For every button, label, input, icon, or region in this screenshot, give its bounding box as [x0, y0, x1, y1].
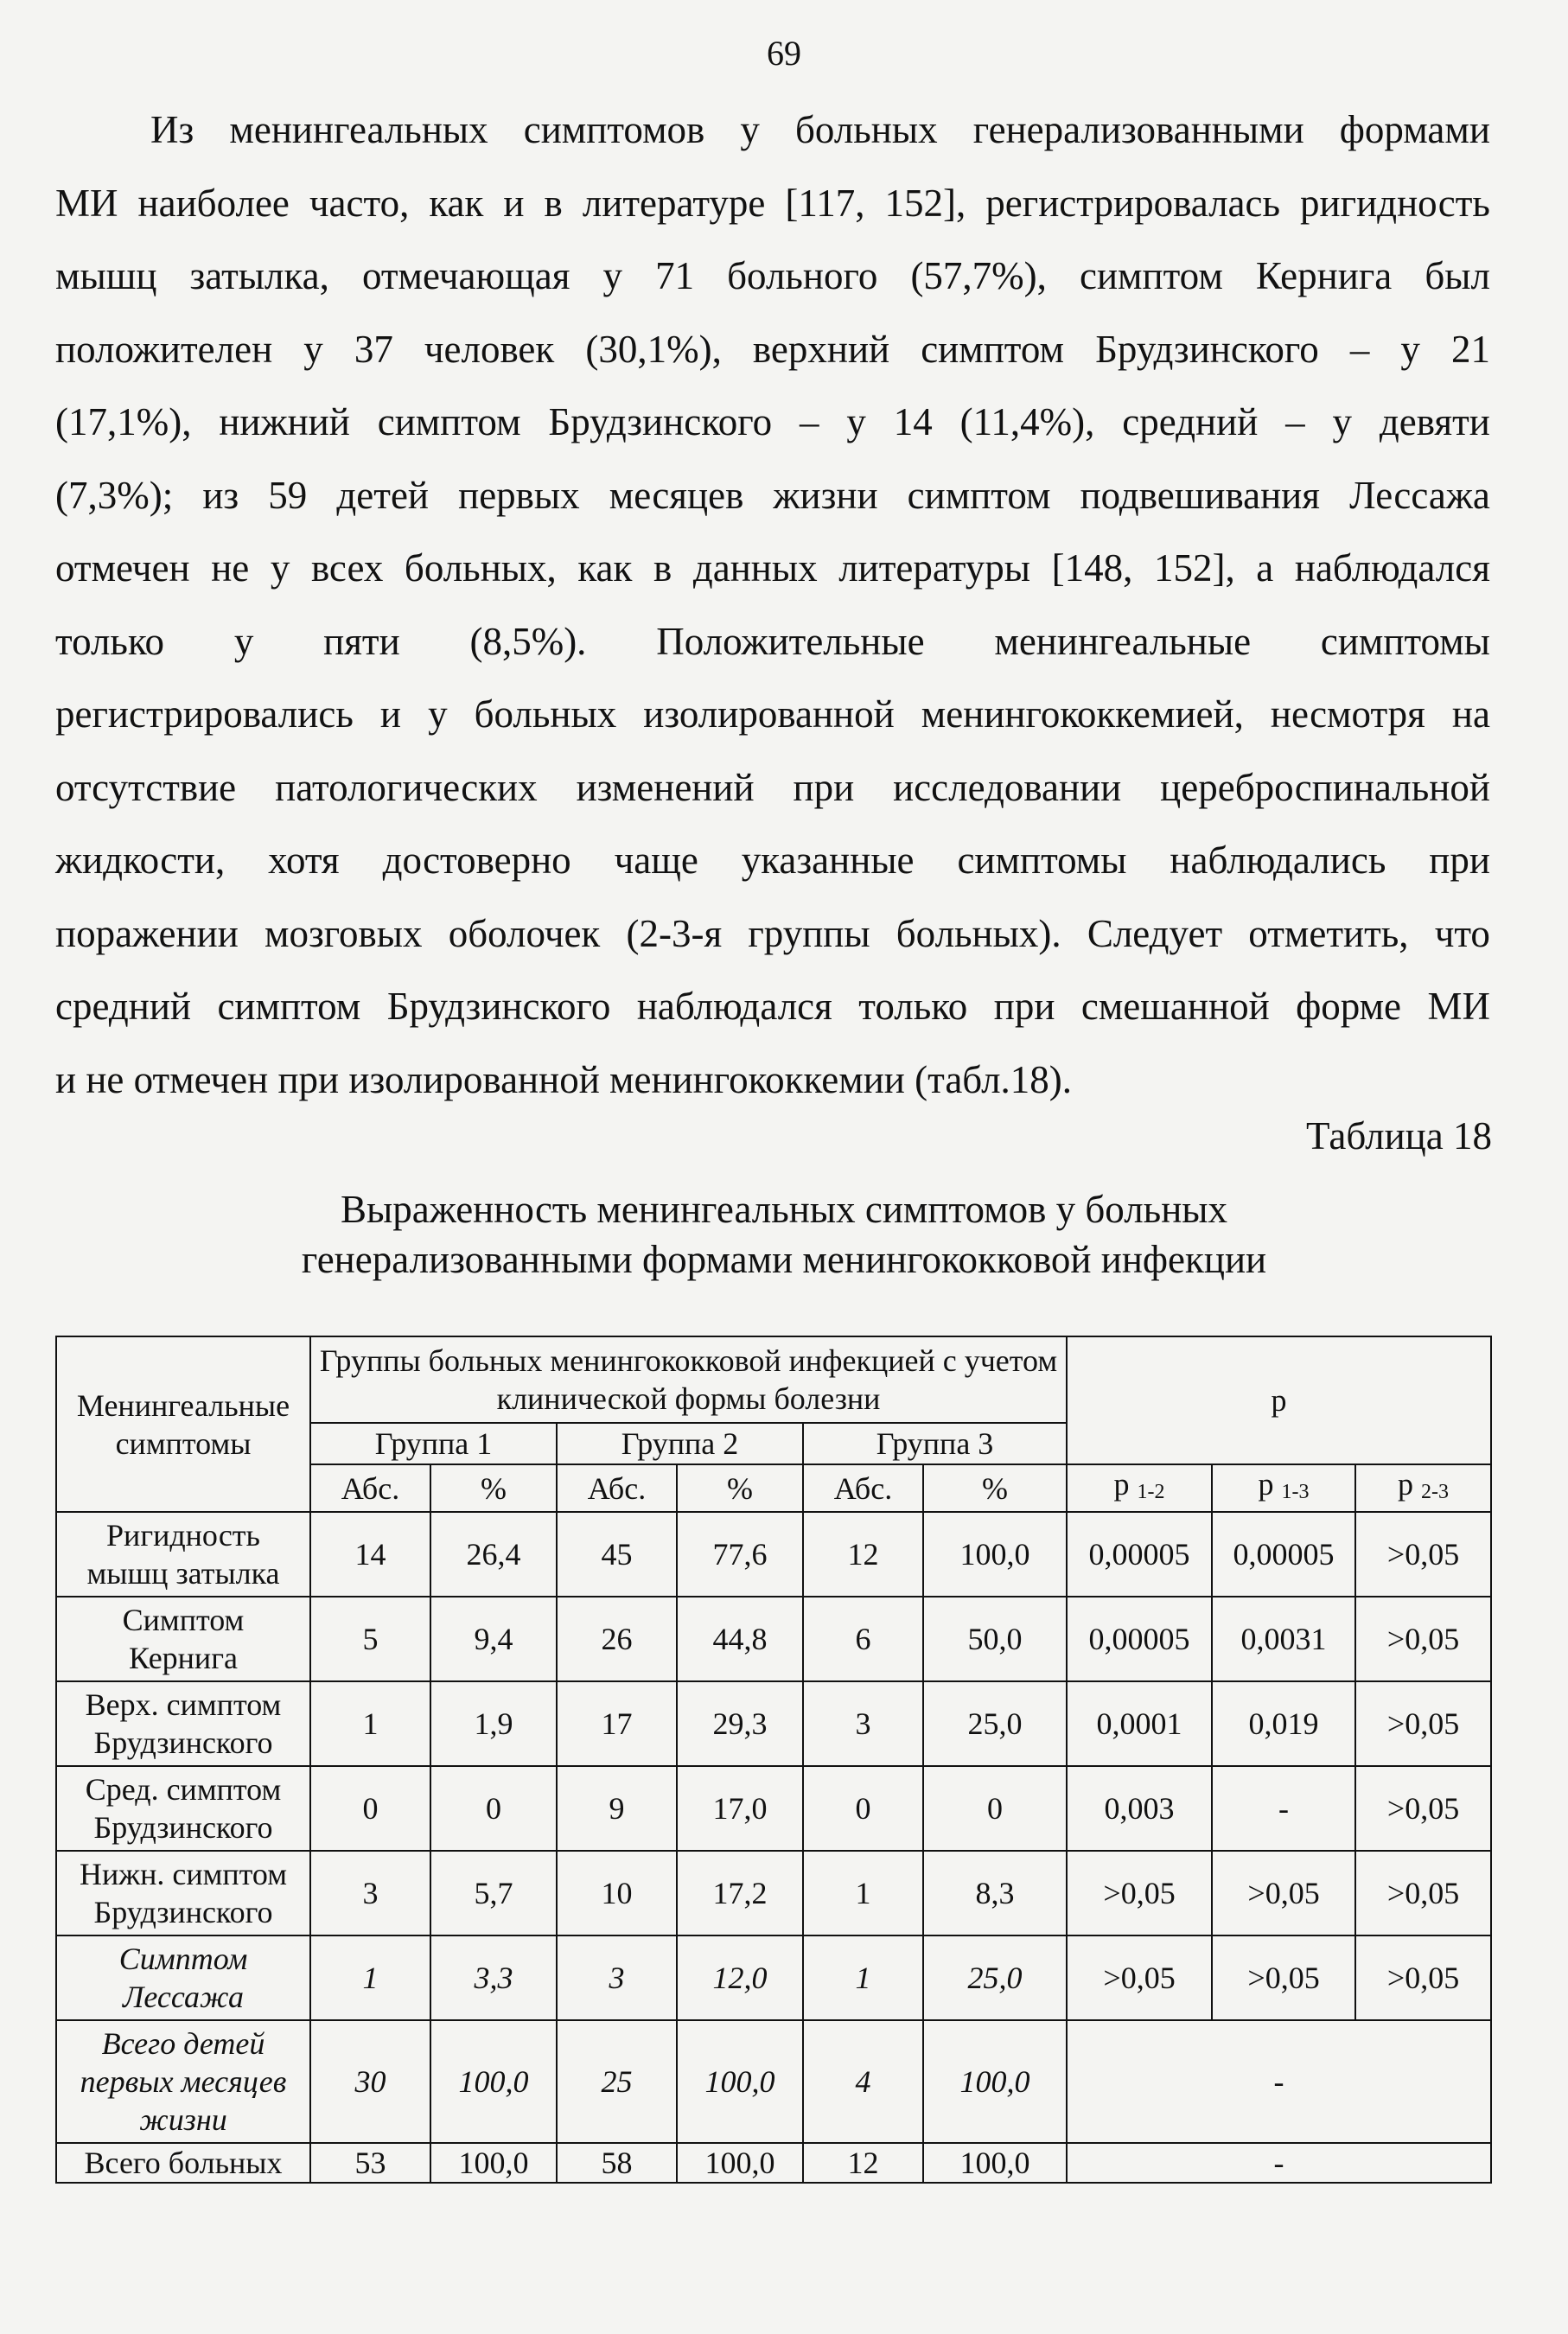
paragraph-word: при — [793, 765, 855, 809]
paragraph-word: (11,4%), — [959, 400, 1095, 443]
paragraph-line — [55, 1043, 1490, 1117]
paragraph-word: верхний — [752, 327, 890, 371]
value-cell: 5 — [310, 1597, 430, 1681]
paragraph-word: из — [202, 473, 239, 517]
paragraph-text: и не отмечен при изолированной менингококкемии (табл.18). — [55, 1057, 1073, 1101]
paragraph-line — [55, 824, 1490, 897]
header-group-1: Группа 1 — [310, 1423, 557, 1464]
paragraph-word: Брудзинского — [1095, 327, 1319, 371]
value-cell: 100,0 — [430, 2143, 557, 2183]
paragraph-word: (8,5%). — [469, 619, 587, 663]
paragraph-word: хотя — [268, 839, 340, 882]
value-cell: 1 — [803, 1935, 923, 2020]
paragraph-word: у — [303, 327, 323, 371]
value-cell: 100,0 — [430, 2020, 557, 2143]
p-value-cell: 0,00005 — [1212, 1512, 1355, 1597]
paragraph-word: больных). — [896, 911, 1061, 955]
p-value-cell: >0,05 — [1067, 1935, 1212, 2020]
paragraph-word: (17,1%), — [55, 400, 192, 443]
paragraph-word: – — [1285, 400, 1305, 443]
header-group-2: Группа 2 — [557, 1423, 803, 1464]
paragraph-word: чаще — [614, 839, 698, 882]
header-p12: р $_{1-2}$ — [1067, 1464, 1212, 1512]
paragraph-word: симптом — [1079, 254, 1223, 297]
paragraph-word: Следует — [1087, 911, 1223, 955]
value-cell: 53 — [310, 2143, 430, 2183]
table-row — [56, 2020, 1491, 2143]
paragraph-line — [55, 313, 1490, 386]
p-value-cell: >0,05 — [1355, 1935, 1491, 2020]
table-row — [56, 1512, 1491, 1597]
table-row — [56, 1681, 1491, 1766]
paragraph-word: при — [993, 985, 1055, 1028]
paragraph-word: больных — [474, 692, 617, 736]
paragraph-word: девяти — [1379, 400, 1490, 443]
paragraph-word: регистрировались — [55, 692, 354, 736]
value-cell: 100,0 — [923, 1512, 1067, 1597]
paragraph-word: регистрировалась — [985, 181, 1281, 225]
table-label: Таблица 18 — [1306, 1114, 1492, 1157]
symptom-name-line: Брудзинского — [93, 1725, 273, 1760]
value-cell: 3 — [803, 1681, 923, 1766]
value-cell: 0 — [803, 1766, 923, 1851]
paragraph-word: 152], — [1153, 546, 1235, 590]
paragraph-word: достоверно — [382, 839, 571, 882]
paragraph-word: 21 — [1451, 327, 1490, 371]
paragraph-word: Кернига — [1255, 254, 1393, 297]
header-pct: % — [923, 1464, 1067, 1512]
paragraph-word: – — [1349, 327, 1370, 371]
data-table — [55, 1336, 1492, 2184]
paragraph-word: у — [270, 546, 290, 590]
paragraph-word: наблюдался — [1294, 546, 1490, 590]
p-value-cell: 0,019 — [1212, 1681, 1355, 1766]
header-group-3: Группа 3 — [803, 1423, 1067, 1464]
p-value-cell: 0,0031 — [1212, 1597, 1355, 1681]
paragraph-word: формами — [1339, 108, 1490, 151]
paragraph-word: указанные — [741, 839, 915, 882]
paragraph-word: больного — [727, 254, 878, 297]
value-cell: 44,8 — [677, 1597, 803, 1681]
paragraph-word: 71 — [655, 254, 695, 297]
value-cell: 17,2 — [677, 1851, 803, 1935]
paragraph-word: в — [653, 546, 672, 590]
paragraph-word: несмотря — [1270, 692, 1425, 736]
value-cell: 100,0 — [923, 2143, 1067, 2183]
value-cell: 10 — [557, 1851, 677, 1935]
paragraph-word: форме — [1296, 985, 1402, 1028]
paragraph-word: не — [211, 546, 250, 590]
paragraph-word: исследовании — [893, 765, 1122, 809]
p-value-cell: >0,05 — [1355, 1766, 1491, 1851]
paragraph-word: только — [858, 985, 968, 1028]
paragraph-word: менингококкемией, — [921, 692, 1244, 736]
table-row — [56, 2143, 1491, 2183]
paragraph-word: (57,7%), — [910, 254, 1047, 297]
value-cell: 30 — [310, 2020, 430, 2143]
paragraph-word: у — [233, 619, 254, 663]
table-title-line: генерализованными формами менингококковой инфекции — [301, 1238, 1267, 1281]
paragraph-word: на — [1451, 692, 1490, 736]
symptom-name-line: Всего детей — [101, 2026, 265, 2061]
table-title — [0, 1184, 1568, 1285]
p-value-cell: >0,05 — [1212, 1935, 1355, 2020]
paragraph-word: симптомы — [1320, 619, 1490, 663]
paragraph-word: средний — [55, 985, 191, 1028]
p-value-cell: 0,00005 — [1067, 1512, 1212, 1597]
symptom-name-line: мышц затылка — [86, 1556, 280, 1591]
paragraph-word: (30,1%), — [585, 327, 722, 371]
header-groups: Группы больных менингококковой инфекцией с учетом клинической формы болезни — [310, 1336, 1067, 1423]
paragraph-word: 59 — [268, 473, 308, 517]
symptom-name-line: первых месяцев — [80, 2064, 287, 2099]
value-cell: 25,0 — [923, 1935, 1067, 2020]
value-cell: 17,0 — [677, 1766, 803, 1851]
paragraph-word: часто, — [309, 181, 410, 225]
p-value-cell: - — [1067, 2143, 1491, 2183]
value-cell: 12 — [803, 1512, 923, 1597]
p-value-cell: >0,05 — [1355, 1597, 1491, 1681]
paragraph-word: детей — [336, 473, 429, 517]
paragraph-word: симптомов — [523, 108, 705, 151]
symptom-name-line: Нижн. симптом — [79, 1857, 288, 1891]
p-value-cell: >0,05 — [1067, 1851, 1212, 1935]
paragraph-word: изменений — [576, 765, 755, 809]
value-cell: 17 — [557, 1681, 677, 1766]
paragraph-word: 14 — [893, 400, 933, 443]
value-cell: 3 — [310, 1851, 430, 1935]
symptom-name-cell — [56, 1935, 310, 2020]
paragraph-word: группы — [748, 911, 870, 955]
paragraph-word: симптом — [921, 327, 1064, 371]
body-paragraph — [55, 93, 1490, 1116]
p-value-cell: >0,05 — [1355, 1512, 1491, 1597]
paragraph-word: у — [428, 692, 448, 736]
paragraph-word: (7,3%); — [55, 473, 174, 517]
value-cell: 14 — [310, 1512, 430, 1597]
paragraph-word: изолированной — [643, 692, 895, 736]
paragraph-word: жизни — [773, 473, 878, 517]
paragraph-word: 37 — [354, 327, 393, 371]
paragraph-line — [55, 167, 1490, 240]
value-cell: 12 — [803, 2143, 923, 2183]
table-row — [56, 1851, 1491, 1935]
value-cell: 25,0 — [923, 1681, 1067, 1766]
paragraph-word: менингеальные — [994, 619, 1252, 663]
paragraph-word: Положительные — [656, 619, 925, 663]
paragraph-word: Брудзинского — [386, 985, 611, 1028]
table-row — [56, 1766, 1491, 1851]
header-p13: р $_{1-3}$ — [1212, 1464, 1355, 1512]
symptom-name-line: жизни — [139, 2102, 227, 2137]
paragraph-line — [55, 751, 1490, 825]
paragraph-line — [55, 239, 1490, 313]
paragraph-word: у — [740, 108, 760, 151]
paragraph-word: [117, — [785, 181, 865, 225]
value-cell: 77,6 — [677, 1512, 803, 1597]
paragraph-word: а — [1256, 546, 1274, 590]
paragraph-word: Из — [150, 108, 194, 151]
paragraph-line — [55, 93, 1490, 167]
p-value-cell: >0,05 — [1355, 1851, 1491, 1935]
paragraph-word: генерализованными — [972, 108, 1304, 151]
header-pct: % — [677, 1464, 803, 1512]
paragraph-word: МИ — [55, 181, 118, 225]
table-body — [56, 1512, 1491, 2183]
symptom-name-line: Симптом — [118, 1942, 248, 1976]
symptom-name-line: Сред. симптом — [85, 1772, 282, 1807]
paragraph-word: мозговых — [264, 911, 423, 955]
paragraph-word: [148, — [1051, 546, 1133, 590]
value-cell: 9 — [557, 1766, 677, 1851]
paragraph-word: – — [799, 400, 819, 443]
p-value-cell: 0,0001 — [1067, 1681, 1212, 1766]
value-cell: 9,4 — [430, 1597, 557, 1681]
paragraph-word: положителен — [55, 327, 273, 371]
page-number: 69 — [767, 34, 801, 73]
value-cell: 12,0 — [677, 1935, 803, 2020]
symptom-name-line: Брудзинского — [93, 1895, 273, 1929]
value-cell: 1 — [803, 1851, 923, 1935]
value-cell: 100,0 — [677, 2020, 803, 2143]
paragraph-line — [55, 532, 1490, 605]
value-cell: 3,3 — [430, 1935, 557, 2020]
paragraph-word: подвешивания — [1080, 473, 1320, 517]
p-value-cell: 0,00005 — [1067, 1597, 1212, 1681]
paragraph-word: данных — [692, 546, 818, 590]
symptom-name-cell — [56, 1597, 310, 1681]
paragraph-line — [55, 897, 1490, 971]
symptom-name-line: Кернига — [129, 1641, 238, 1675]
paragraph-word: поражении — [55, 911, 239, 955]
paragraph-word: наиболее — [137, 181, 290, 225]
paragraph-word: человек — [424, 327, 555, 371]
p-value-cell: - — [1067, 2020, 1491, 2143]
value-cell: 50,0 — [923, 1597, 1067, 1681]
symptom-name-cell — [56, 1512, 310, 1597]
header-abs: Абс. — [557, 1464, 677, 1512]
paragraph-word: (2-3-я — [626, 911, 723, 955]
paragraph-word: мышц — [55, 254, 157, 297]
paragraph-word: литературы — [838, 546, 1031, 590]
paragraph-word: Лессажа — [1349, 473, 1490, 517]
paragraph-word: отметить, — [1248, 911, 1409, 955]
header-p: р — [1067, 1336, 1491, 1464]
paragraph-line — [55, 605, 1490, 679]
paragraph-word: жидкости, — [55, 839, 226, 882]
paragraph-word: у — [602, 254, 622, 297]
paragraph-word: наблюдались — [1170, 839, 1386, 882]
paragraph-word: у — [846, 400, 866, 443]
p-value-cell: >0,05 — [1355, 1681, 1491, 1766]
value-cell: 100,0 — [923, 2020, 1067, 2143]
value-cell: 0 — [923, 1766, 1067, 1851]
table-title-line: Выраженность менингеальных симптомов у больных — [340, 1188, 1228, 1231]
value-cell: 0 — [430, 1766, 557, 1851]
value-cell: 1 — [310, 1681, 430, 1766]
symptom-name-line: Лессажа — [123, 1980, 244, 2014]
paragraph-word: симптомы — [957, 839, 1127, 882]
paragraph-word: пяти — [323, 619, 400, 663]
value-cell: 5,7 — [430, 1851, 557, 1935]
p-value-cell: 0,003 — [1067, 1766, 1212, 1851]
symptom-name-cell — [56, 1766, 310, 1851]
value-cell: 29,3 — [677, 1681, 803, 1766]
paragraph-word: наблюдался — [636, 985, 832, 1028]
table-row — [56, 1935, 1491, 2020]
symptom-name-line: Ригидность — [106, 1518, 260, 1553]
paragraph-word: как — [429, 181, 484, 225]
header-symptoms: Менингеальные симптомы — [56, 1336, 310, 1512]
value-cell: 45 — [557, 1512, 677, 1597]
paragraph-word: затылка, — [189, 254, 329, 297]
paragraph-word: всех — [310, 546, 384, 590]
paragraph-word: нижний — [219, 400, 350, 443]
paragraph-word: при — [1429, 839, 1490, 882]
symptom-name-cell — [56, 1851, 310, 1935]
value-cell: 1,9 — [430, 1681, 557, 1766]
paragraph-line — [55, 678, 1490, 751]
paragraph-word: Брудзинского — [548, 400, 773, 443]
paragraph-word: симптом — [217, 985, 361, 1028]
paragraph-word: как — [577, 546, 633, 590]
p-value-cell: >0,05 — [1212, 1851, 1355, 1935]
value-cell: 58 — [557, 2143, 677, 2183]
header-p23: р $_{2-3}$ — [1355, 1464, 1491, 1512]
paragraph-line — [55, 386, 1490, 459]
paragraph-word: менингеальных — [229, 108, 488, 151]
header-abs: Абс. — [310, 1464, 430, 1512]
paragraph-word: месяцев — [609, 473, 744, 517]
paragraph-word: средний — [1122, 400, 1259, 443]
value-cell: 25 — [557, 2020, 677, 2143]
paragraph-word: симптом — [377, 400, 521, 443]
paragraph-word: у — [1400, 327, 1420, 371]
paragraph-word: отсутствие — [55, 765, 237, 809]
value-cell: 26 — [557, 1597, 677, 1681]
symptom-name-line: Брудзинского — [93, 1810, 273, 1845]
value-cell: 8,3 — [923, 1851, 1067, 1935]
paragraph-word: патологических — [275, 765, 538, 809]
value-cell: 6 — [803, 1597, 923, 1681]
paragraph-word: цереброспинальной — [1160, 765, 1490, 809]
table-row — [56, 1597, 1491, 1681]
p-value-cell: - — [1212, 1766, 1355, 1851]
paragraph-word: симптом — [907, 473, 1051, 517]
paragraph-word: и — [379, 692, 401, 736]
value-cell: 0 — [310, 1766, 430, 1851]
value-cell: 26,4 — [430, 1512, 557, 1597]
paragraph-word: ригидность — [1300, 181, 1490, 225]
value-cell: 3 — [557, 1935, 677, 2020]
symptom-name-line: Верх. симптом — [85, 1687, 282, 1722]
value-cell: 100,0 — [677, 2143, 803, 2183]
paragraph-word: у — [1332, 400, 1353, 443]
paragraph-word: первых — [458, 473, 580, 517]
paragraph-word: смешанной — [1080, 985, 1270, 1028]
paragraph-word: МИ — [1427, 985, 1490, 1028]
paragraph-word: только — [55, 619, 165, 663]
symptom-name-cell — [56, 2143, 310, 2183]
header-pct: % — [430, 1464, 557, 1512]
paragraph-word: и — [503, 181, 525, 225]
paragraph-word: отмечающая — [361, 254, 570, 297]
symptom-name-line: Всего больных — [84, 2146, 283, 2180]
symptom-name-line: Симптом — [122, 1603, 245, 1637]
header-abs: Абс. — [803, 1464, 923, 1512]
symptom-name-cell — [56, 2020, 310, 2143]
paragraph-word: оболочек — [448, 911, 601, 955]
value-cell: 4 — [803, 2020, 923, 2143]
paragraph-line — [55, 459, 1490, 532]
paragraph-word: в — [544, 181, 563, 225]
paragraph-word: литературе — [582, 181, 766, 225]
paragraph-line — [55, 970, 1490, 1043]
paragraph-word: отмечен — [55, 546, 190, 590]
value-cell: 1 — [310, 1935, 430, 2020]
paragraph-word: больных, — [404, 546, 557, 590]
symptom-name-cell — [56, 1681, 310, 1766]
paragraph-word: что — [1434, 911, 1490, 955]
paragraph-word: был — [1425, 254, 1490, 297]
paragraph-word: больных — [795, 108, 938, 151]
paragraph-word: 152], — [884, 181, 966, 225]
